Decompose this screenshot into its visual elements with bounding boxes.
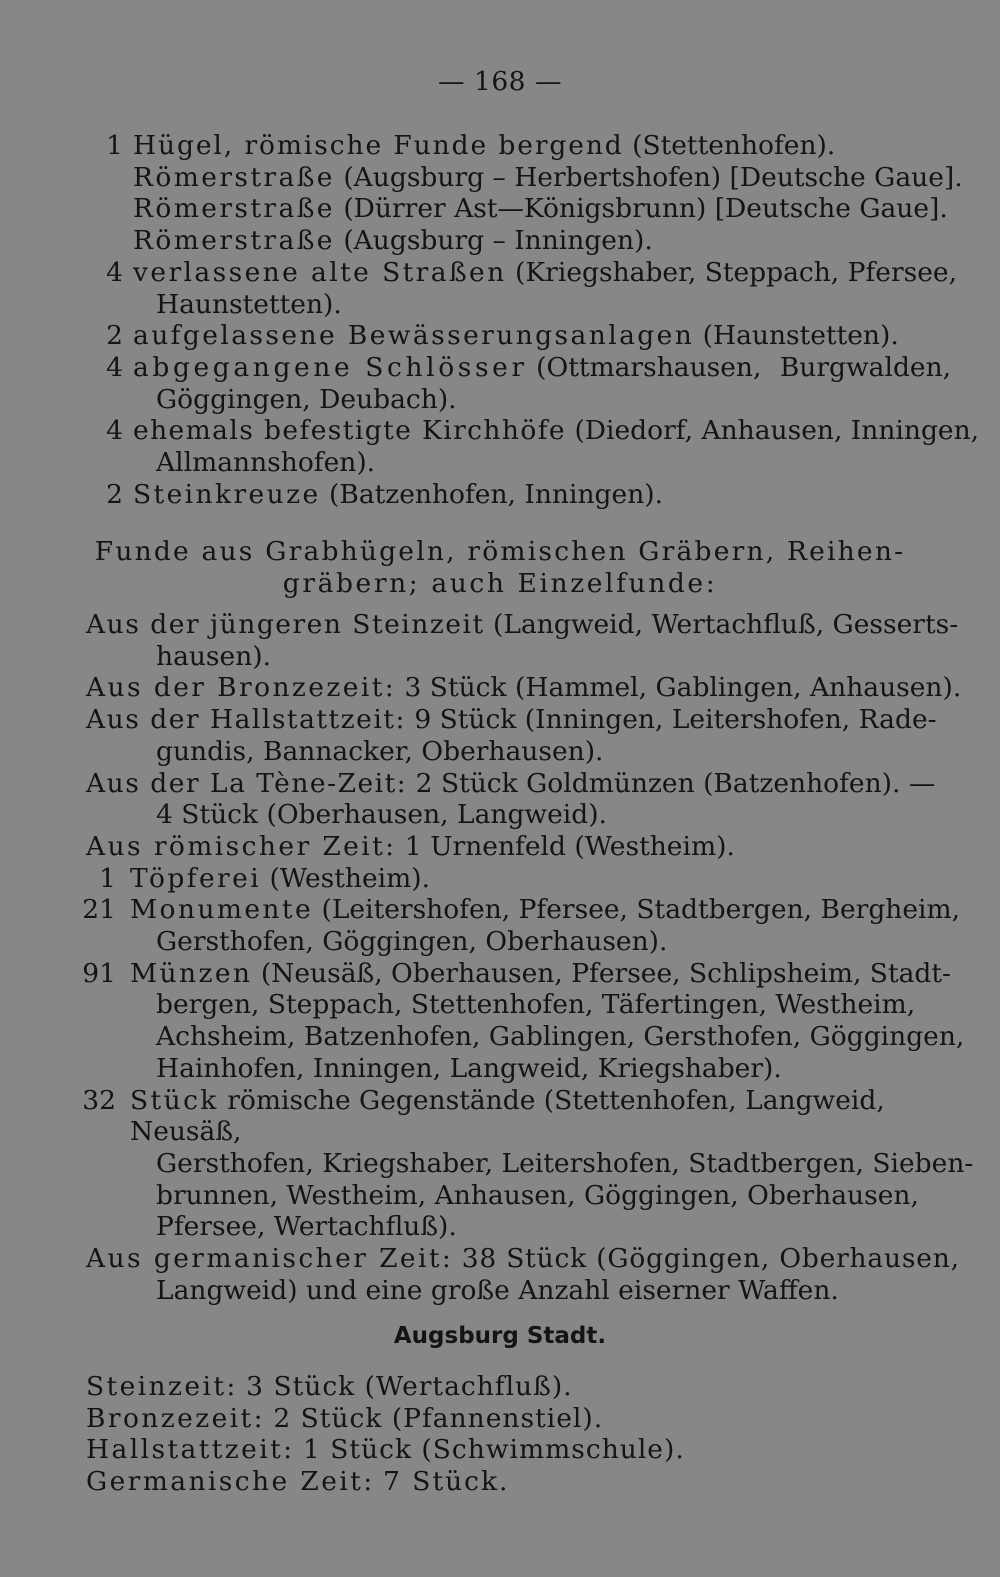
period-text: 9 Stück (Inningen, Leitershofen, Rade-: [414, 704, 937, 736]
list-item: [0, 479, 1000, 511]
item-count: 4: [106, 415, 123, 447]
section-title: Augsburg Stadt.: [393, 1323, 607, 1349]
item-places: (Westheim).: [269, 862, 430, 894]
item-places: (Diedorf, Anhausen, Inningen,: [574, 415, 980, 447]
list-item: [0, 257, 1000, 320]
period-label: Steinzeit:: [86, 1371, 238, 1402]
period-text: (Langweid, Wertachfluß, Gesserts-: [493, 609, 959, 640]
list-item: [0, 958, 1000, 1085]
list-item: [0, 1085, 1000, 1244]
item-count: 4: [106, 351, 123, 383]
item-term: ehemals befestigte Kirchhöfe: [133, 415, 566, 447]
list-item: [0, 704, 1000, 767]
item-places-continued: Achsheim, Batzenhofen, Gablingen, Gersthofen, Göggingen,: [156, 1021, 965, 1053]
section-heading: [0, 536, 1000, 599]
item-places-continued: Haunstetten).: [156, 288, 342, 320]
item-count: 2: [106, 478, 123, 510]
period-text: 2 Stück (Pfannenstiel).: [273, 1402, 604, 1434]
item-places: (Stettenhofen).: [632, 130, 836, 161]
list-item: [86, 1434, 986, 1466]
item-places: (Batzenhofen, Inningen).: [329, 478, 664, 510]
list-item: [0, 162, 1000, 194]
item-places: (Leitershofen, Pfersee, Stadtbergen, Bergheim,: [321, 894, 961, 926]
item-term: Steinkreuze: [133, 478, 321, 510]
list-item: [0, 894, 1000, 957]
period-text-continued: gundis, Bannacker, Oberhausen).: [156, 735, 604, 767]
item-term: aufgelassene Bewässerungsanlagen: [133, 320, 695, 352]
period-text-continued: Langweid) und eine große Anzahl eiserner Waffen.: [156, 1274, 839, 1306]
item-places-continued: Gersthofen, Kriegshaber, Leitershofen, Stadtbergen, Sieben-: [156, 1147, 974, 1179]
period-label: Aus römischer Zeit:: [86, 830, 397, 862]
period-text: 1 Stück (Schwimmschule).: [302, 1434, 685, 1466]
list-item: [0, 1243, 1000, 1306]
period-text: 38 Stück (Göggingen, Oberhausen,: [461, 1243, 960, 1275]
finds-list: [0, 130, 1000, 510]
list-item: [0, 672, 1000, 704]
item-count: 91: [82, 957, 116, 989]
item-places-continued: bergen, Steppach, Stettenhofen, Täfertingen, Westheim,: [156, 989, 916, 1021]
item-count: 1: [106, 130, 123, 161]
list-item: [0, 831, 1000, 863]
period-label: Aus germanischer Zeit:: [86, 1243, 454, 1275]
list-item: [0, 225, 1000, 257]
item-places: (Augsburg – Herbertshofen) [Deutsche Gaue].: [343, 161, 963, 193]
period-label: Hallstattzeit:: [86, 1434, 295, 1466]
list-item: [86, 1371, 986, 1403]
list-item: [0, 130, 1000, 162]
item-term: Monumente: [130, 894, 314, 926]
item-places-continued: Hainhofen, Inningen, Langweid, Kriegshaber).: [156, 1052, 782, 1084]
list-item: [86, 1403, 986, 1435]
list-item: [0, 863, 1000, 895]
item-places-continued: Pfersee, Wertachfluß).: [156, 1211, 457, 1243]
period-text: 1 Urnenfeld (Westheim).: [404, 830, 735, 862]
item-places: (Haunstetten).: [702, 320, 899, 352]
list-item: [0, 193, 1000, 225]
period-text: 2 Stück Goldmünzen (Batzenhofen). —: [415, 767, 936, 799]
item-term: Römerstraße: [133, 225, 335, 257]
item-term: Stück: [130, 1084, 219, 1116]
period-finds-list: [0, 609, 1000, 1306]
item-count: 1: [99, 862, 116, 894]
period-text-continued: 4 Stück (Oberhausen, Langweid).: [156, 799, 607, 831]
list-item: [86, 1466, 986, 1498]
item-places: (Dürrer Ast—Königsbrunn) [Deutsche Gaue].: [343, 193, 948, 225]
item-places: (Neusäß, Oberhausen, Pfersee, Schlipsheim, Stadt-: [260, 957, 951, 989]
item-places: (Kriegshaber, Steppach, Pfersee,: [515, 256, 958, 288]
period-text: 7 Stück.: [383, 1466, 510, 1498]
item-count: 21: [82, 894, 116, 926]
item-places-continued: brunnen, Westheim, Anhausen, Göggingen, Oberhausen,: [156, 1179, 919, 1211]
period-label: Aus der La Tène-Zeit:: [86, 767, 408, 799]
item-term: Römerstraße: [133, 193, 335, 225]
city-finds-list: [86, 1371, 986, 1498]
list-item: [0, 320, 1000, 352]
period-label: Aus der Bronzezeit:: [86, 672, 397, 704]
item-term: abgegangene Schlösser: [133, 351, 528, 383]
item-count: 2: [106, 320, 123, 352]
period-text: 3 Stück (Hammel, Gablingen, Anhausen).: [404, 672, 962, 704]
page-number: — 168 —: [438, 66, 562, 97]
item-places: römische Gegenstände (Stettenhofen, Langweid, Neusäß,: [130, 1084, 885, 1148]
period-label: Aus der Hallstattzeit:: [86, 704, 406, 736]
list-item: [0, 352, 1000, 415]
period-text-continued: hausen).: [156, 640, 272, 672]
item-places: (Ottmarshausen, Burgwalden,: [536, 351, 952, 383]
heading-line: gräbern; auch Einzelfunde:: [282, 567, 718, 599]
period-label: Bronzezeit:: [86, 1402, 265, 1434]
item-count: 4: [106, 256, 123, 288]
list-item: [0, 415, 1000, 478]
item-count: 32: [82, 1084, 116, 1116]
period-label: Aus der jüngeren Steinzeit: [86, 609, 485, 640]
item-places-continued: Göggingen, Deubach).: [156, 383, 457, 415]
period-label: Germanische Zeit:: [86, 1466, 375, 1498]
item-term: Römerstraße: [133, 161, 335, 193]
period-text: 3 Stück (Wertachfluß).: [246, 1371, 573, 1402]
item-term: verlassene alte Straßen: [133, 256, 507, 288]
item-places: (Augsburg – Inningen).: [343, 225, 653, 257]
item-term: Münzen: [130, 957, 253, 989]
list-item: [0, 768, 1000, 831]
item-places-continued: Gersthofen, Göggingen, Oberhausen).: [156, 926, 668, 958]
list-item: [0, 609, 1000, 672]
item-places-continued: Allmannshofen).: [156, 447, 376, 479]
item-term: Hügel, römische Funde bergend: [133, 130, 624, 161]
item-term: Töpferei: [130, 862, 262, 894]
heading-line: Funde aus Grabhügeln, römischen Gräbern, Reihen-: [94, 536, 906, 567]
